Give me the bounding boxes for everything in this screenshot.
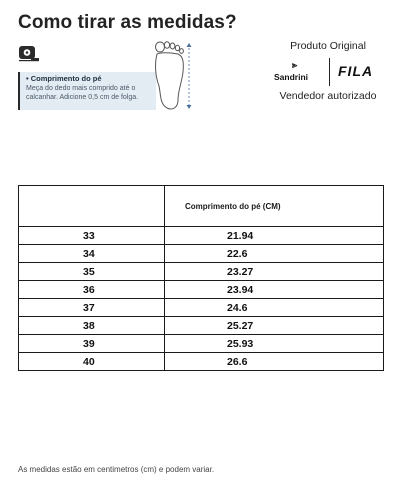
table-row [19, 317, 384, 335]
brand-block [268, 40, 388, 102]
measuring-tape-icon [18, 44, 40, 64]
info-heading: • Comprimento do pé [26, 74, 102, 83]
authorized-seller-label: Vendedor autorizado [279, 90, 377, 102]
brand-divider [329, 58, 330, 86]
fila-logo: FILA [338, 63, 374, 79]
length-cell: 23.94 [165, 281, 384, 299]
table-row [19, 299, 384, 317]
length-cell: 26.6 [165, 353, 384, 371]
table-row [19, 353, 384, 371]
size-column-header [19, 186, 165, 227]
table-row [19, 227, 384, 245]
table-header-row [19, 186, 384, 227]
length-column-header: Comprimento do pé (CM) [165, 186, 384, 227]
length-cell: 23.27 [165, 263, 384, 281]
length-cell: 25.93 [165, 335, 384, 353]
page-title: Como tirar as medidas? [18, 12, 237, 33]
table-row [19, 335, 384, 353]
sandrini-logo [274, 60, 324, 86]
length-cell: 21.94 [165, 227, 384, 245]
size-cell: 39 [19, 335, 165, 353]
size-cell: 33 [19, 227, 165, 245]
sandrini-mark-icon: ⪢ [292, 60, 298, 70]
sandrini-logo-text: Sandrini [274, 72, 309, 82]
size-cell: 34 [19, 245, 165, 263]
table-row [19, 263, 384, 281]
length-cell: 25.27 [165, 317, 384, 335]
brand-logos [268, 56, 388, 88]
size-cell: 35 [19, 263, 165, 281]
measurement-info-box [18, 72, 156, 110]
size-cell: 36 [19, 281, 165, 299]
size-table [18, 185, 384, 371]
length-cell: 22.6 [165, 245, 384, 263]
size-cell: 38 [19, 317, 165, 335]
length-cell: 24.6 [165, 299, 384, 317]
table-row [19, 281, 384, 299]
size-cell: 37 [19, 299, 165, 317]
original-product-label: Produto Original [290, 40, 366, 52]
size-cell: 40 [19, 353, 165, 371]
table-row [19, 245, 384, 263]
info-text: Meça do dedo mais comprido até o calcanhar. Adicione 0,5 cm de folga. [26, 85, 139, 101]
foot-icon [150, 40, 194, 112]
footnote: As medidas estão em centimetros (cm) e podem variar. [18, 465, 215, 474]
